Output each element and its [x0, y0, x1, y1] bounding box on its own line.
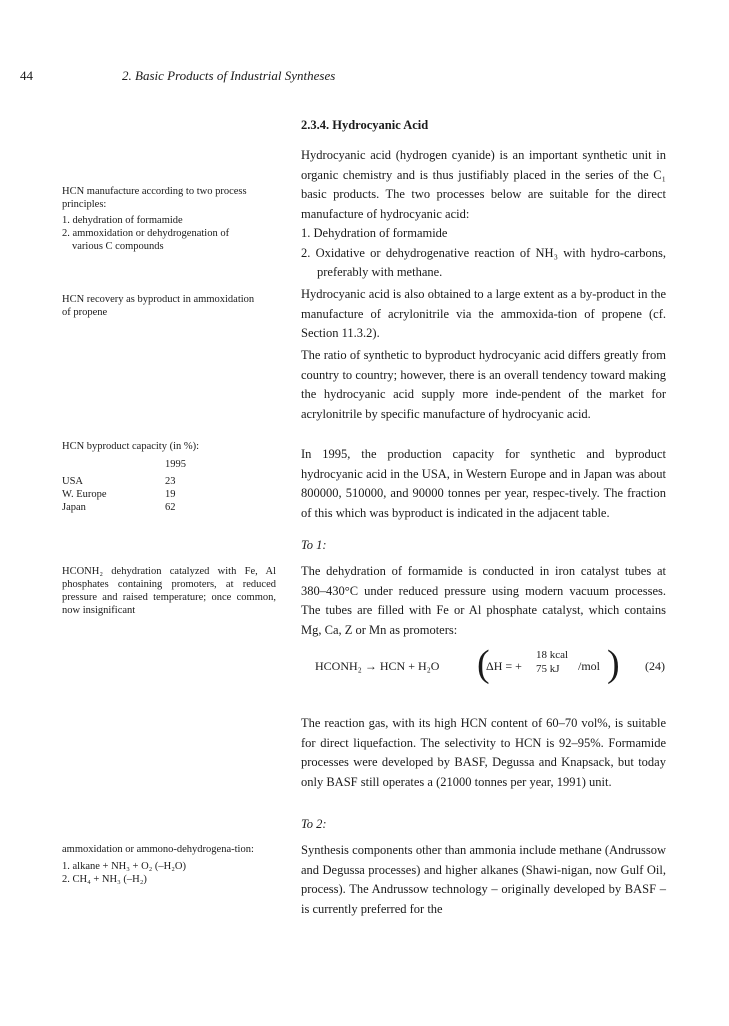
sidebar-note-ammoxidation [62, 843, 276, 886]
left-paren-glyph: ( [477, 643, 490, 685]
page-number: 44 [20, 68, 33, 83]
table-cell-value: 19 [165, 489, 176, 500]
sidebar-note-title: HCN byproduct capacity (in %): [62, 441, 200, 452]
equation-24 [301, 643, 673, 689]
subheading-to-2: To 2: [301, 817, 327, 831]
paragraph-capacity [301, 445, 666, 523]
paragraph-text: Synthesis components other than ammonia include methane (Andrussow and Degussa processes) and higher alkanes (Shawi-nigan, now Gulf Oil, process). The Andrussow technology – originally developed by BASF – is currently preferred for the [301, 843, 666, 916]
list-item: 1. Dehydration of formamide [301, 226, 448, 240]
paragraph-text: In 1995, the production capacity for synthetic and byproduct hydrocyanic acid in the USA, in Western Europe and in Japan was about 800000, 510000, and 90000 tonnes per year, respec-tively. The fraction of this which was byproduct is indicated in the adjacent table. [301, 447, 666, 520]
table-row [62, 501, 186, 514]
table-cell-region: USA [62, 476, 84, 487]
paragraph-text: The dehydration of formamide is conducted in iron catalyst tubes at 380–430°C under reduced pressure using modern vacuum processes. The tubes are filled with Fe or Al phosphate catalyst, which contains Mg, Ca, Z or Mn as promoters: [301, 564, 666, 637]
sidebar-note-text: HCONH₂ dehydration catalyzed with Fe, Al phosphates containing promoters, at reduced pressure and raised temperature; once common, now insignificant [62, 566, 276, 616]
paragraph-synthesis [301, 841, 666, 919]
paragraph-text: Hydrocyanic acid is also obtained to a large extent as a by-product in the manufacture of acrylonitrile via the ammoxida-tion of propene (cf. Section 11.3.2). [301, 287, 666, 340]
table-cell-region: Japan [62, 502, 86, 513]
list-item: 2. Oxidative or dehydrogenative reaction of NH₃ with hydro-carbons, preferably with methane. [301, 245, 666, 279]
sidebar-note-item: 1. dehydration of formamide [62, 215, 183, 226]
paragraph-ratio [301, 346, 666, 424]
sidebar-note-item: 2. ammoxidation or dehydrogenation of [62, 228, 230, 239]
running-title: 2. Basic Products of Industrial Syntheses [122, 68, 336, 83]
equation-lhs: HCONH₂ → HCN + H₂O [315, 659, 440, 673]
sidebar-note-formamide-dehydration [62, 565, 276, 617]
process-list [301, 224, 666, 283]
right-paren-glyph: ) [607, 643, 620, 685]
capacity-table [62, 458, 186, 514]
paragraph-byproduct [301, 285, 666, 344]
sidebar-note-title: HCN manufacture according to two process principles: [62, 186, 247, 210]
table-cell-region: W. Europe [62, 489, 107, 500]
section-heading: 2.3.4. Hydrocyanic Acid [301, 118, 429, 132]
paragraph-dehydration [301, 562, 666, 640]
paragraph-text: The ratio of synthetic to byproduct hydrocyanic acid differs greatly from country to country; however, there is an overall tendency toward making the hydrocyanic acid supply more inde-pendent of the market for acrylonitrile by specific manufacture of hydrocyanic acid. [301, 348, 666, 421]
energy-kj: 75 kJ [536, 663, 560, 675]
paragraph-reaction-gas [301, 714, 666, 792]
paragraph-text: Hydrocyanic acid (hydrogen cyanide) is an important synthetic unit in organic chemistry and is thus justifiably placed in the series of the C₁ basic products. The two processes below are suitable for the direct manufacture of hydrocyanic acid: [301, 148, 666, 221]
sidebar-note-capacity [62, 440, 276, 514]
sidebar-note-title: ammoxidation or ammono-dehydrogena-tion: [62, 844, 254, 855]
table-row [62, 488, 186, 501]
table-year-header: 1995 [165, 459, 186, 470]
paragraph-intro [301, 146, 666, 224]
table-cell-value: 62 [165, 502, 176, 513]
subheading-to-1: To 1: [301, 538, 327, 552]
equation-unit: /mol [578, 659, 601, 673]
equation-number: (24) [645, 659, 665, 673]
sidebar-note-hcn-manufacture [62, 185, 276, 253]
paragraph-text: The reaction gas, with its high HCN content of 60–70 vol%, is suitable for direct liquefaction. The selectivity to HCN is 92–95%. Formamide processes were developed by BASF, Degussa and Knapsack, but today only BASF still operates a (21000 tonnes per year, 1991) unit. [301, 716, 666, 789]
equation-energy-values [536, 648, 568, 676]
sidebar-note-item: 2. CH₄ + NH₃ (–H₂) [62, 874, 147, 885]
energy-kcal: 18 kcal [536, 649, 569, 661]
sidebar-note-text: HCN recovery as byproduct in ammoxidation of propene [62, 294, 255, 318]
sidebar-note-item: various C compounds [72, 241, 164, 252]
table-header-row [62, 458, 186, 471]
sidebar-note-byproduct-recovery [62, 293, 262, 319]
table-row [62, 475, 186, 488]
table-cell-value: 23 [165, 476, 176, 487]
equation-delta: ΔH = + [486, 659, 522, 673]
sidebar-note-item: 1. alkane + NH₃ + O₂ (–H₂O) [62, 861, 187, 872]
